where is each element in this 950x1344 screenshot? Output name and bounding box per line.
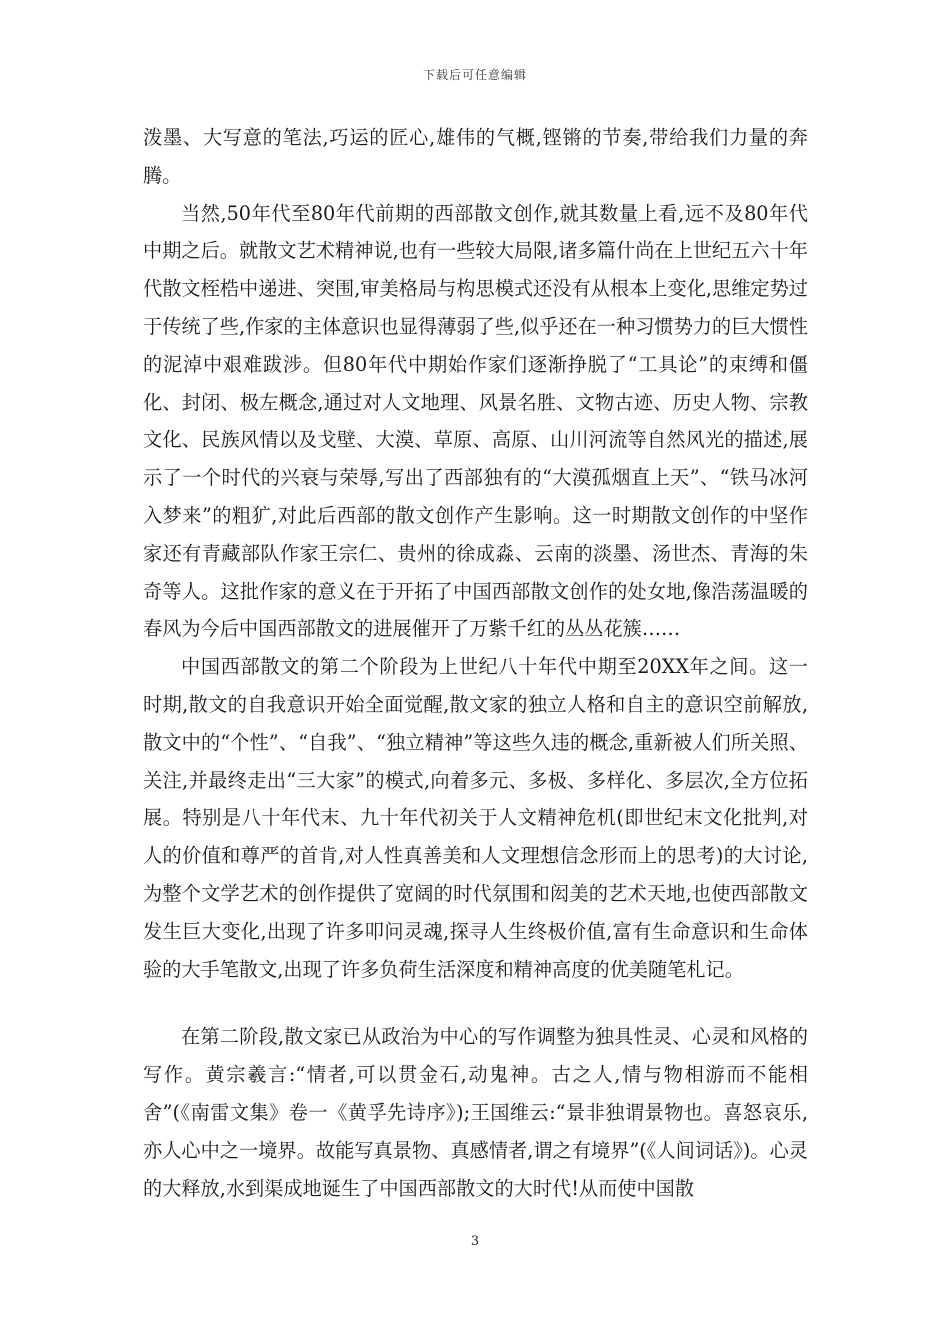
- paragraph-1: 泼墨、大写意的笔法,巧运的匠心,雄伟的气概,铿锵的节奏,带给我们力量的奔腾。: [143, 126, 808, 187]
- paragraph-4: 在第二阶段,散文家已从政治为中心的写作调整为独具性灵、心灵和风格的写作。黄宗羲言:“情者,可以贯金石,动鬼神。古之人,情与物相游而不能相舍”(《南雷文集》卷一《黄孚先诗序》);王国维云:“景非独谓景物也。喜怒哀乐,亦人心中之一境界。故能写真景物、真感情者,谓之有境界”(《人间词话》)。心灵的大释放,水到渠成地诞生了中国西部散文的大时代!从而使中国散: [143, 1025, 808, 1200]
- page-header-note: 下载后可任意编辑: [422, 68, 527, 82]
- page-number: 3: [470, 1234, 480, 1249]
- paragraph-3: 中国西部散文的第二个阶段为上世纪八十年代中期至20XX年之间。这一时期,散文的自我意识开始全面觉醒,散文家的独立人格和自主的意识空前解放,散文中的“个性”、“自我”、“独立精神”等这些久违的概念,重新被人们所关照、关注,并最终走出“三大家”的模式,向着多元、多极、多样化、多层次,全方位拓展。特别是八十年代末、九十年代初关于人文精神危机(即世纪末文化批判,对人的价值和尊严的首肯,对人性真善美和人文理想信念形而上的思考)的大讨论,为整个文学艺术的创作提供了宽阔的时代氛围和闳美的艺术天地,也使西部散文发生巨大变化,出现了许多叩问灵魂,探寻人生终极价值,富有生命意识和生命体验的大手笔散文,出现了许多负荷生活深度和精神高度的优美随笔札记。: [143, 655, 808, 981]
- document-body: [143, 119, 808, 1207]
- paragraph-2: 当然,50年代至80年代前期的西部散文创作,就其数量上看,远不及80年代中期之后。就散文艺术精神说,也有一些较大局限,诸多篇什尚在上世纪五六十年代散文桎梏中递进、突围,审美格局与构思模式还没有从根本上变化,思维定势过于传统了些,作家的主体意识也显得薄弱了些,似乎还在一种习惯势力的巨大惯性的泥淖中艰难跋涉。但80年代中期始作家们逐渐挣脱了“工具论”的束缚和僵化、封闭、极左概念,通过对人文地理、风景名胜、文物古迹、历史人物、宗教文化、民族风情以及戈壁、大漠、草原、高原、山川河流等自然风光的描述,展示了一个时代的兴衰与荣辱,写出了西部独有的“大漠孤烟直上天”、“铁马冰河入梦来”的粗犷,对此后西部的散文创作产生影响。这一时期散文创作的中坚作家还有青藏部队作家王宗仁、贵州的徐成淼、云南的淡墨、汤世杰、青海的朱奇等人。这批作家的意义在于开拓了中国西部散文创作的处女地,像浩荡温暖的春风为今后中国西部散文的进展催开了万紫千红的丛丛花簇……: [143, 201, 808, 641]
